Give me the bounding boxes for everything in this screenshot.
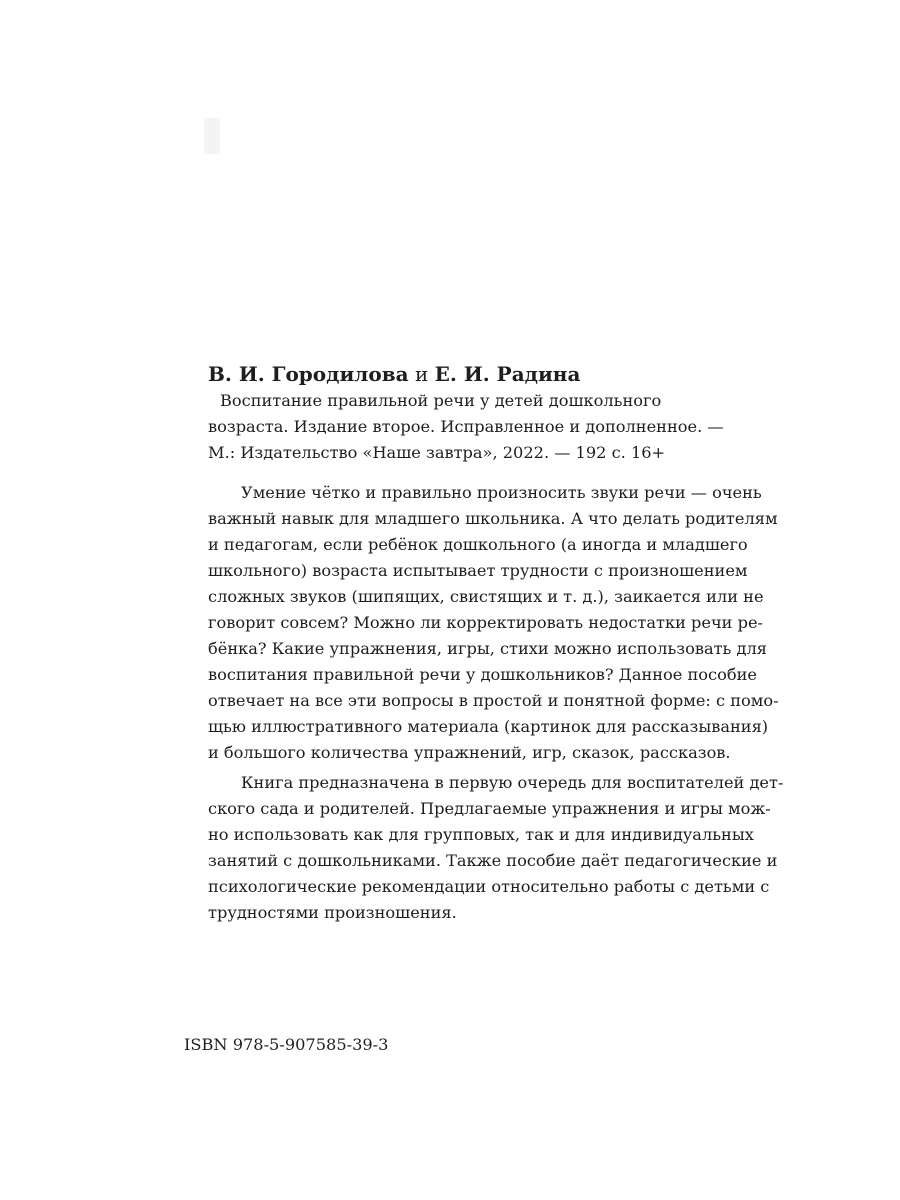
- paragraph-line: бёнка? Какие упражнения, игры, стихи можно использовать для: [208, 639, 767, 658]
- biblio-line: возраста. Издание второе. Исправленное и дополненное. —: [208, 417, 724, 436]
- paragraph-line: щью иллюстративного материала (картинок для рассказывания): [208, 717, 769, 736]
- paragraph-line: воспитания правильной речи у дошкольников? Данное пособие: [208, 665, 757, 684]
- paragraph-line: занятий с дошкольниками. Также пособие даёт педагогические и: [208, 851, 778, 870]
- abstract: [208, 480, 784, 926]
- biblio-line: Воспитание правильной речи у детей дошкольного: [220, 391, 662, 410]
- paragraph-line: ского сада и родителей. Предлагаемые упражнения и игры мож-: [208, 799, 771, 818]
- author-name: Е. И. Радина: [434, 362, 581, 386]
- paragraph-line: сложных звуков (шипящих, свистящих и т. д.), заикается или не: [208, 587, 764, 606]
- bibliographic-record: [208, 360, 743, 466]
- paragraph-line: и педагогам, если ребёнок дошкольного (а иногда и младшего: [208, 535, 748, 554]
- paragraph-line: важный навык для младшего школьника. А что делать родителям: [208, 509, 778, 528]
- page-mark: [204, 118, 220, 154]
- paragraph-line: трудностями произношения.: [208, 903, 457, 922]
- paragraph-line: психологические рекомендации относительно работы с детьми с: [208, 877, 770, 896]
- paragraph-line: Умение чётко и правильно произносить звуки речи — очень: [241, 483, 762, 502]
- abstract-paragraph: [208, 770, 784, 926]
- abstract-paragraph: [208, 480, 779, 766]
- paragraph-line: но использовать как для групповых, так и для индивидуальных: [208, 825, 754, 844]
- paragraph-line: школьного) возраста испытывает трудности с произношением: [208, 561, 748, 580]
- biblio-line: М.: Издательство «Наше завтра», 2022. — 192 с. 16+: [208, 443, 666, 462]
- paragraph-line: отвечает на все эти вопросы в простой и понятной форме: с помо-: [208, 691, 779, 710]
- authors-line: [208, 360, 743, 388]
- paragraph-line: и большого количества упражнений, игр, сказок, рассказов.: [208, 743, 731, 762]
- isbn: ISBN 978-5-907585-39-3: [184, 1035, 389, 1054]
- paragraph-line: Книга предназначена в первую очередь для воспитателей дет-: [241, 773, 784, 792]
- paragraph-line: говорит совсем? Можно ли корректировать недостатки речи ре-: [208, 613, 763, 632]
- authors-conjunction: и: [414, 362, 429, 386]
- author-name: В. И. Городилова: [208, 362, 409, 386]
